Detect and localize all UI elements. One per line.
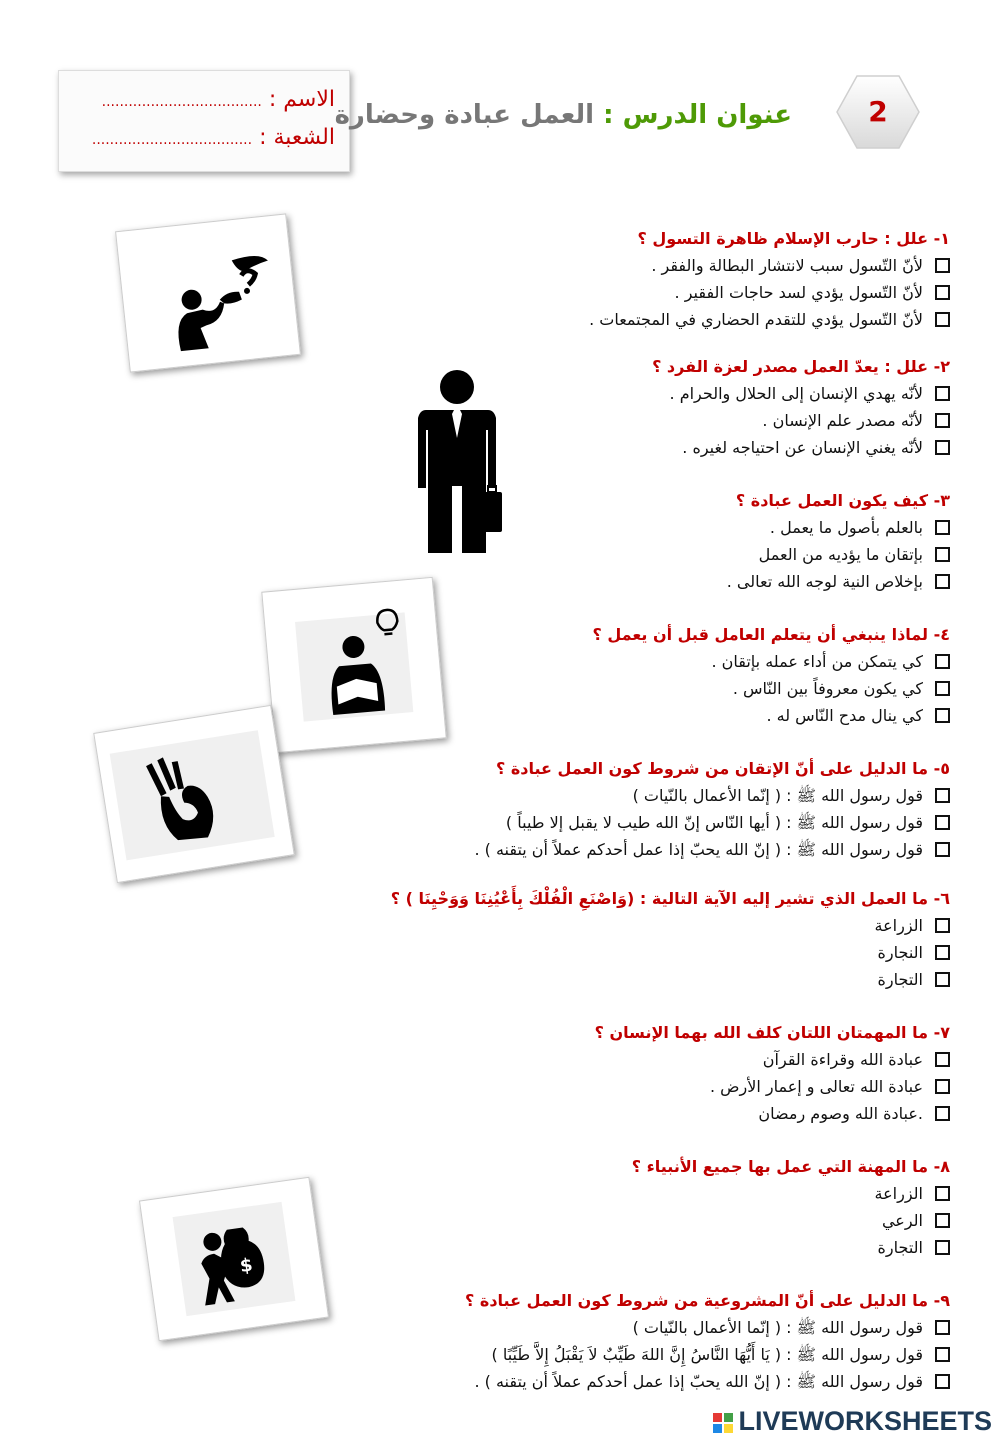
answer-option[interactable] [727, 541, 950, 568]
question-6 [391, 886, 950, 993]
lesson-title: العمل عبادة وحضارة [334, 100, 595, 130]
question-title: ٨- ما المهنة التي عمل بها جميع الأنبياء ؟ [631, 1157, 950, 1176]
answer-checkbox[interactable] [935, 574, 950, 589]
answer-option[interactable] [595, 1100, 950, 1127]
answer-text: التجارة [877, 970, 923, 989]
brand-text: LIVEWORKSHEETS [738, 1406, 992, 1436]
answer-checkbox[interactable] [935, 285, 950, 300]
answer-checkbox[interactable] [935, 1079, 950, 1094]
question-title: ٥- ما الدليل على أنّ الإتقان من شروط كون العمل عبادة ؟ [495, 759, 950, 778]
answer-text: بإتقان ما يؤديه من العمل [758, 545, 923, 564]
question-title: ٩- ما الدليل على أنّ المشروعية من شروط كون العمل عبادة ؟ [465, 1291, 950, 1310]
answer-option[interactable] [465, 1314, 950, 1341]
begging-person-icon [116, 214, 300, 371]
thief-picture-card [139, 1177, 329, 1342]
answer-option[interactable] [474, 836, 950, 863]
answer-text: الرعي [881, 1211, 923, 1230]
answer-checkbox[interactable] [935, 258, 950, 273]
answer-checkbox[interactable] [935, 1213, 950, 1228]
answer-text: كي يتمكن من أداء عمله بإتقان . [711, 652, 923, 671]
answer-checkbox[interactable] [935, 708, 950, 723]
answer-option[interactable] [595, 1046, 950, 1073]
answer-checkbox[interactable] [935, 815, 950, 830]
answer-text: بالعلم بأصول ما يعمل . [769, 518, 923, 537]
answer-checkbox[interactable] [935, 440, 950, 455]
question-7 [595, 1020, 950, 1127]
answer-checkbox[interactable] [935, 788, 950, 803]
answer-checkbox[interactable] [935, 1320, 950, 1335]
answer-option[interactable] [391, 912, 950, 939]
answer-option[interactable] [474, 809, 950, 836]
answer-checkbox[interactable] [935, 918, 950, 933]
answer-checkbox[interactable] [935, 1240, 950, 1255]
question-title: ٣- كيف يكون العمل عبادة ؟ [735, 491, 950, 510]
answer-checkbox[interactable] [935, 547, 950, 562]
answer-option[interactable] [632, 1207, 950, 1234]
answer-option[interactable] [589, 306, 950, 333]
section-label: الشعبة : [259, 125, 335, 150]
answer-option[interactable] [465, 1341, 950, 1368]
answer-text: لأنّ التّسول سبب لانتشار البطالة والفقر . [651, 256, 923, 275]
liveworksheets-logo[interactable] [712, 1406, 992, 1437]
answer-text: عبادة الله وقراءة القرآن [762, 1050, 923, 1069]
ok-hand-icon [94, 706, 293, 882]
businessman-icon [412, 368, 507, 558]
answer-option[interactable] [595, 1073, 950, 1100]
answer-checkbox[interactable] [935, 1052, 950, 1067]
answer-option[interactable] [592, 675, 950, 702]
answer-text: لأنّه يهدي الإنسان إلى الحلال والحرام . [669, 384, 923, 403]
question-title: ١- علل : حارب الإسلام ظاهرة التسول ؟ [637, 229, 950, 248]
answer-text: لأنّ التّسول يؤدي للتقدم الحضاري في المجتمعات . [589, 310, 923, 329]
answer-option[interactable] [391, 966, 950, 993]
answer-option[interactable] [592, 648, 950, 675]
student-info-box [58, 70, 350, 172]
name-row[interactable] [102, 87, 335, 112]
answer-text: قول رسول الله ﷺ : ( إنّما الأعمال بالنّيات ) [632, 1318, 923, 1337]
question-title: ٢- علل : يعدّ العمل مصدر لعزة الفرد ؟ [652, 357, 950, 376]
answer-text: كي يكون معروفاً بين النّاس . [732, 679, 923, 698]
answer-option[interactable] [652, 380, 950, 407]
lesson-number-badge [836, 74, 920, 150]
question-title: ٦- ما العمل الذي تشير إليه الآية التالية : (وَاصْنَعِ الْفُلْكَ بِأَعْيُنِنَا وَوَحْيِنَا ) ؟ [390, 889, 950, 908]
lesson-number: 2 [868, 95, 888, 128]
answer-checkbox[interactable] [935, 681, 950, 696]
ok-hand-picture-card [93, 705, 295, 883]
answer-checkbox[interactable] [935, 945, 950, 960]
answer-option[interactable] [589, 279, 950, 306]
answer-text: بإخلاص النية لوجه الله تعالى . [726, 572, 923, 591]
question-title: ٤- لماذا ينبغي أن يتعلم العامل قبل أن يعمل ؟ [592, 625, 950, 644]
question-2 [652, 354, 950, 461]
name-label: الاسم : [268, 87, 335, 112]
answer-checkbox[interactable] [935, 1374, 950, 1389]
answer-option[interactable] [727, 514, 950, 541]
lesson-label: عنوان الدرس : [603, 100, 792, 130]
answer-checkbox[interactable] [935, 1106, 950, 1121]
question-4 [592, 622, 950, 729]
answer-option[interactable] [589, 252, 950, 279]
section-row[interactable] [92, 125, 335, 150]
svg-text:$: $ [238, 1254, 255, 1278]
answer-option[interactable] [727, 568, 950, 595]
answer-option[interactable] [391, 939, 950, 966]
answer-option[interactable] [652, 434, 950, 461]
answer-text: الزراعة [874, 916, 923, 935]
answer-text: عبادة الله تعالى و إعمار الأرض . [709, 1077, 923, 1096]
question-3 [727, 488, 950, 595]
question-title: ٧- ما المهمتان اللتان كلف الله بهما الإنسان ؟ [594, 1023, 950, 1042]
answer-text: قول رسول الله ﷺ : ( أيها النّاس إنّ الله طيب لا يقبل إلا طيباً ) [505, 813, 923, 832]
answer-checkbox[interactable] [935, 1347, 950, 1362]
answer-text: قول رسول الله ﷺ : ( إنّما الأعمال بالنّيات ) [632, 786, 923, 805]
answer-checkbox[interactable] [935, 386, 950, 401]
begging-picture-card [115, 213, 301, 372]
answer-text: التجارة [877, 1238, 923, 1257]
question-8 [632, 1154, 950, 1261]
answer-checkbox[interactable] [935, 972, 950, 987]
answer-checkbox[interactable] [935, 520, 950, 535]
answer-checkbox[interactable] [935, 1186, 950, 1201]
answer-text: قول رسول الله ﷺ : ( إنّ الله يحبّ إذا عمل أحدكم عملاً أن يتقنه ) . [474, 1372, 923, 1391]
question-9 [465, 1288, 950, 1395]
question-5 [474, 756, 950, 863]
question-1 [589, 226, 950, 333]
section-blank[interactable]: .................................... [91, 132, 253, 148]
answer-text: لأنّه يغني الإنسان عن احتياجه لغيره . [682, 438, 923, 457]
liveworksheets-mark-icon [712, 1412, 734, 1434]
reading-picture-card [261, 577, 446, 753]
answer-text: النجارة [877, 943, 923, 962]
answer-text: لأنّ التّسول يؤدي لسد حاجات الفقير . [674, 283, 923, 302]
answer-option[interactable] [632, 1180, 950, 1207]
answer-text: .عبادة الله وصوم رمضان [758, 1104, 923, 1123]
answer-option[interactable] [474, 782, 950, 809]
answer-text: لأنّه مصدر علم الإنسان . [762, 411, 923, 430]
lesson-heading [335, 100, 792, 130]
answer-text: قول رسول الله ﷺ : ( يَا أَيُّهَا النَّاسُ إِنَّ اللهَ طَيِّبٌ لاَ يَقْبَلُ إِلاَّ طَيِّبًا ) [491, 1345, 923, 1364]
answer-option[interactable] [652, 407, 950, 434]
answer-text: الزراعة [874, 1184, 923, 1203]
reader-idea-icon [262, 578, 445, 752]
answer-option[interactable] [465, 1368, 950, 1395]
answer-option[interactable] [592, 702, 950, 729]
answer-checkbox[interactable] [935, 312, 950, 327]
answer-text: قول رسول الله ﷺ : ( إنّ الله يحبّ إذا عمل أحدكم عملاً أن يتقنه ) . [474, 840, 923, 859]
answer-text: كي ينال مدح النّاس له . [766, 706, 923, 725]
money-bag-thief-icon [140, 1178, 328, 1340]
answer-checkbox[interactable] [935, 842, 950, 857]
answer-checkbox[interactable] [935, 654, 950, 669]
name-blank[interactable]: .................................... [101, 94, 262, 110]
answer-checkbox[interactable] [935, 413, 950, 428]
answer-option[interactable] [632, 1234, 950, 1261]
